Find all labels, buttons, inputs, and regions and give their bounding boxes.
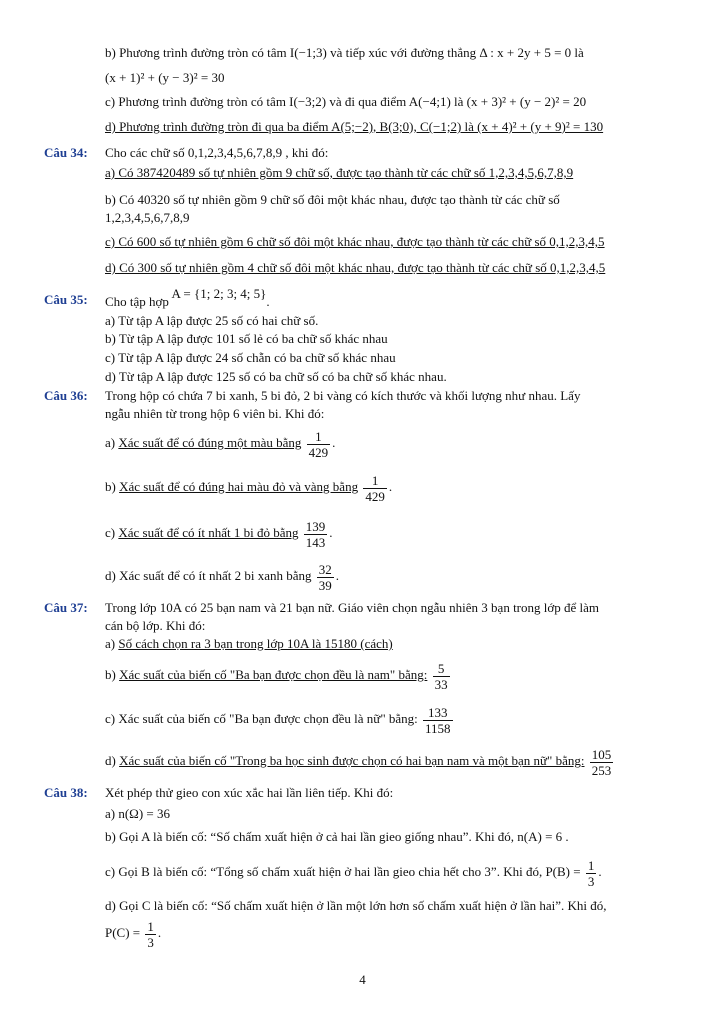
q38-option-a: a) n(Ω) = 36 [105,806,170,821]
q37-d-denominator: 253 [591,762,612,778]
q37-a-text: Số cách chọn ra 3 bạn trong lớp 10A là 15180 (cách) [118,636,393,651]
q38-option-d: d) Gọi C là biến cố: “Số chấm xuất hiện ở lần một lớn hơn số chấm xuất hiện ở lần hai”. Khi đó, [105,898,607,913]
q36-b-denominator: 429 [365,488,385,504]
q36-d-denominator: 39 [318,577,332,593]
q37-d-numerator: 105 [591,746,612,762]
q34-option-b: b) Có 40320 số tự nhiên gồm 9 chữ số đôi một khác nhau, được tạo thành từ các chữ số [105,192,560,207]
q37-option-b [105,660,452,692]
q33-option-b: b) Phương trình đường tròn có tâm I(−1;3) và tiếp xúc với đường thẳng Δ : x + 2y + 5 = 0 là [105,45,584,60]
q36-b-prefix: b) [105,479,120,494]
q38-c-fraction [586,858,597,889]
q38-label: Câu 38: [44,785,88,800]
q38-d-numerator: 1 [147,918,154,934]
q33-option-b-equation: (x + 1)² + (y − 3)² = 30 [105,70,225,85]
q36-intro-2: ngẫu nhiên từ trong hộp 6 viên bi. Khi đó: [105,406,325,421]
q36-option-b: b) Xác suất để có đúng hai màu đỏ và vàng bằng $\frac{1}{429}$ . [105,472,393,504]
q38-option-c: c) Gọi B là biến cố: “Tổng số chấm xuất hiện ở hai lần gieo chia hết cho 3”. Khi đó, P(B) = $\frac{1}{3}$ . [105,857,602,889]
q36-b-fraction [363,473,387,504]
q37-b-prefix: b) [105,667,120,682]
q37-intro-2: cán bộ lớp. Khi đó: [105,618,206,633]
q37-c-numerator: 133 [423,705,453,721]
q36-a-fraction [307,429,331,460]
q37-b-numerator: 5 [433,661,450,677]
q33-option-c: c) Phương trình đường tròn có tâm I(−3;2) và đi qua điểm A(−4;1) là (x + 3)² + (y − 2)² = 20 [105,94,587,109]
q38-d-denominator: 3 [147,934,154,950]
q36-c-prefix: c) [105,525,119,540]
q36-b-text: Xác suất để có đúng hai màu đỏ và vàng bằng [119,479,359,494]
q37-d-fraction [590,747,614,778]
q34-option-a: a) Có 387420489 số tự nhiên gồm 9 chữ số, được tạo thành từ các chữ số 1,2,3,4,5,6,7,8,9 [105,165,574,180]
q37-d-prefix: d) [105,753,120,768]
page-number: 4 [359,972,366,987]
q34-option-d: d) Có 300 số tự nhiên gồm 4 chữ số đôi một khác nhau, được tạo thành từ các chữ số 0,1,2,3,4,5 [105,260,606,275]
q38-option-d-result: P(C) = $\frac{1}{3}$ . [105,918,162,950]
q37-b-fraction [433,661,450,692]
q38-c-text: c) Gọi B là biến cố: “Tổng số chấm xuất hiện ở hai lần gieo chia hết cho 3”. Khi đó, P(B) = [105,864,581,879]
q36-a-text: Xác suất để có đúng một màu bằng [118,435,302,450]
q36-option-c: c) Xác suất để có ít nhất 1 bi đỏ bằng $\frac{139}{143}$ . [105,518,333,550]
q35-option-b: b) Từ tập A lập được 101 số lẻ có ba chữ số khác nhau [105,331,388,346]
q36-d-numerator: 32 [318,561,332,577]
q37-b-denominator: 33 [434,676,448,692]
q37-option-a [105,636,393,652]
q36-b-numerator: 1 [363,473,387,489]
q36-d-fraction [317,562,334,593]
q34-label: Câu 34: [44,145,88,160]
q37-d-text: Xác suất của biến cố "Trong ba học sinh được chọn có hai bạn nam và một bạn nữ" bằng: [119,753,585,768]
q37-c-denominator: 1158 [425,720,451,736]
q38-option-b: b) Gọi A là biến cố: “Số chấm xuất hiện ở cả hai lần gieo giống nhau”. Khi đó, n(A) = 6 . [105,829,569,844]
q36-option-a: a) Xác suất để có đúng một màu bằng $\frac{1}{429}$ . [105,428,336,460]
q36-d-text: d) Xác suất để có ít nhất 2 bi xanh bằng [105,568,312,583]
q36-a-numerator: 1 [307,429,331,445]
q37-b-text: Xác suất của biến cố "Ba bạn được chọn đều là nam" bằng: [119,667,428,682]
q34-option-c: c) Có 600 số tự nhiên gồm 6 chữ số đôi một khác nhau, được tạo thành từ các chữ số 0,1,2,3,4,5 [105,234,605,249]
q36-label: Câu 36: [44,388,88,403]
q37-option-d [105,746,615,778]
q38-intro: Xét phép thử gieo con xúc xắc hai lần liên tiếp. Khi đó: [105,785,394,800]
q36-a-denominator: 429 [308,444,329,460]
q36-option-d: d) Xác suất để có ít nhất 2 bi xanh bằng $\frac{32}{39}$ . [105,561,339,593]
q37-c-fraction [423,705,453,736]
q37-option-c [105,704,455,736]
q35-set: A = {1; 2; 3; 4; 5} [171,286,267,301]
q36-c-fraction [304,519,328,550]
q35-option-d: d) Từ tập A lập được 125 số có ba chữ số có ba chữ số khác nhau. [105,369,447,384]
q35-intro-text: Cho tập hợp [105,294,169,309]
q36-c-text: Xác suất để có ít nhất 1 bi đỏ bằng [118,525,299,540]
q37-intro-1: Trong lớp 10A có 25 bạn nam và 21 bạn nữ. Giáo viên chọn ngẫu nhiên 3 bạn trong lớp để làm [105,600,600,615]
q38-d-prob-label: P(C) = [105,925,141,940]
q35-intro: Cho tập hợp A = {1; 2; 3; 4; 5}. [105,286,270,309]
q38-c-numerator: 1 [587,857,595,873]
q36-a-prefix: a) [105,435,119,450]
q34-intro: Cho các chữ số 0,1,2,3,4,5,6,7,8,9 , khi đó: [105,145,329,160]
q33-option-d: d) Phương trình đường tròn đi qua ba điểm A(5;−2), B(3;0), C(−1;2) là (x + 4)² + (y + 9)² = 130 [105,119,604,134]
q38-c-denominator: 3 [587,873,595,889]
q34-option-b-digits: 1,2,3,4,5,6,7,8,9 [105,210,190,225]
q36-c-numerator: 139 [305,518,326,534]
q35-option-a: a) Từ tập A lập được 25 số có hai chữ số. [105,313,319,328]
q35-label: Câu 35: [44,292,88,307]
q36-intro-1: Trong hộp có chứa 7 bi xanh, 5 bi đỏ, 2 bi vàng có kích thước và khối lượng như nhau. Lấy [105,388,581,403]
q37-c-text: c) Xác suất của biến cố "Ba bạn được chọn đều là nữ" bằng: [105,711,418,726]
q37-a-prefix: a) [105,636,119,651]
q36-c-denominator: 143 [305,534,326,550]
q35-option-c: c) Từ tập A lập được 24 số chẵn có ba chữ số khác nhau [105,350,396,365]
q37-label: Câu 37: [44,600,88,615]
q38-d-fraction [145,919,156,950]
